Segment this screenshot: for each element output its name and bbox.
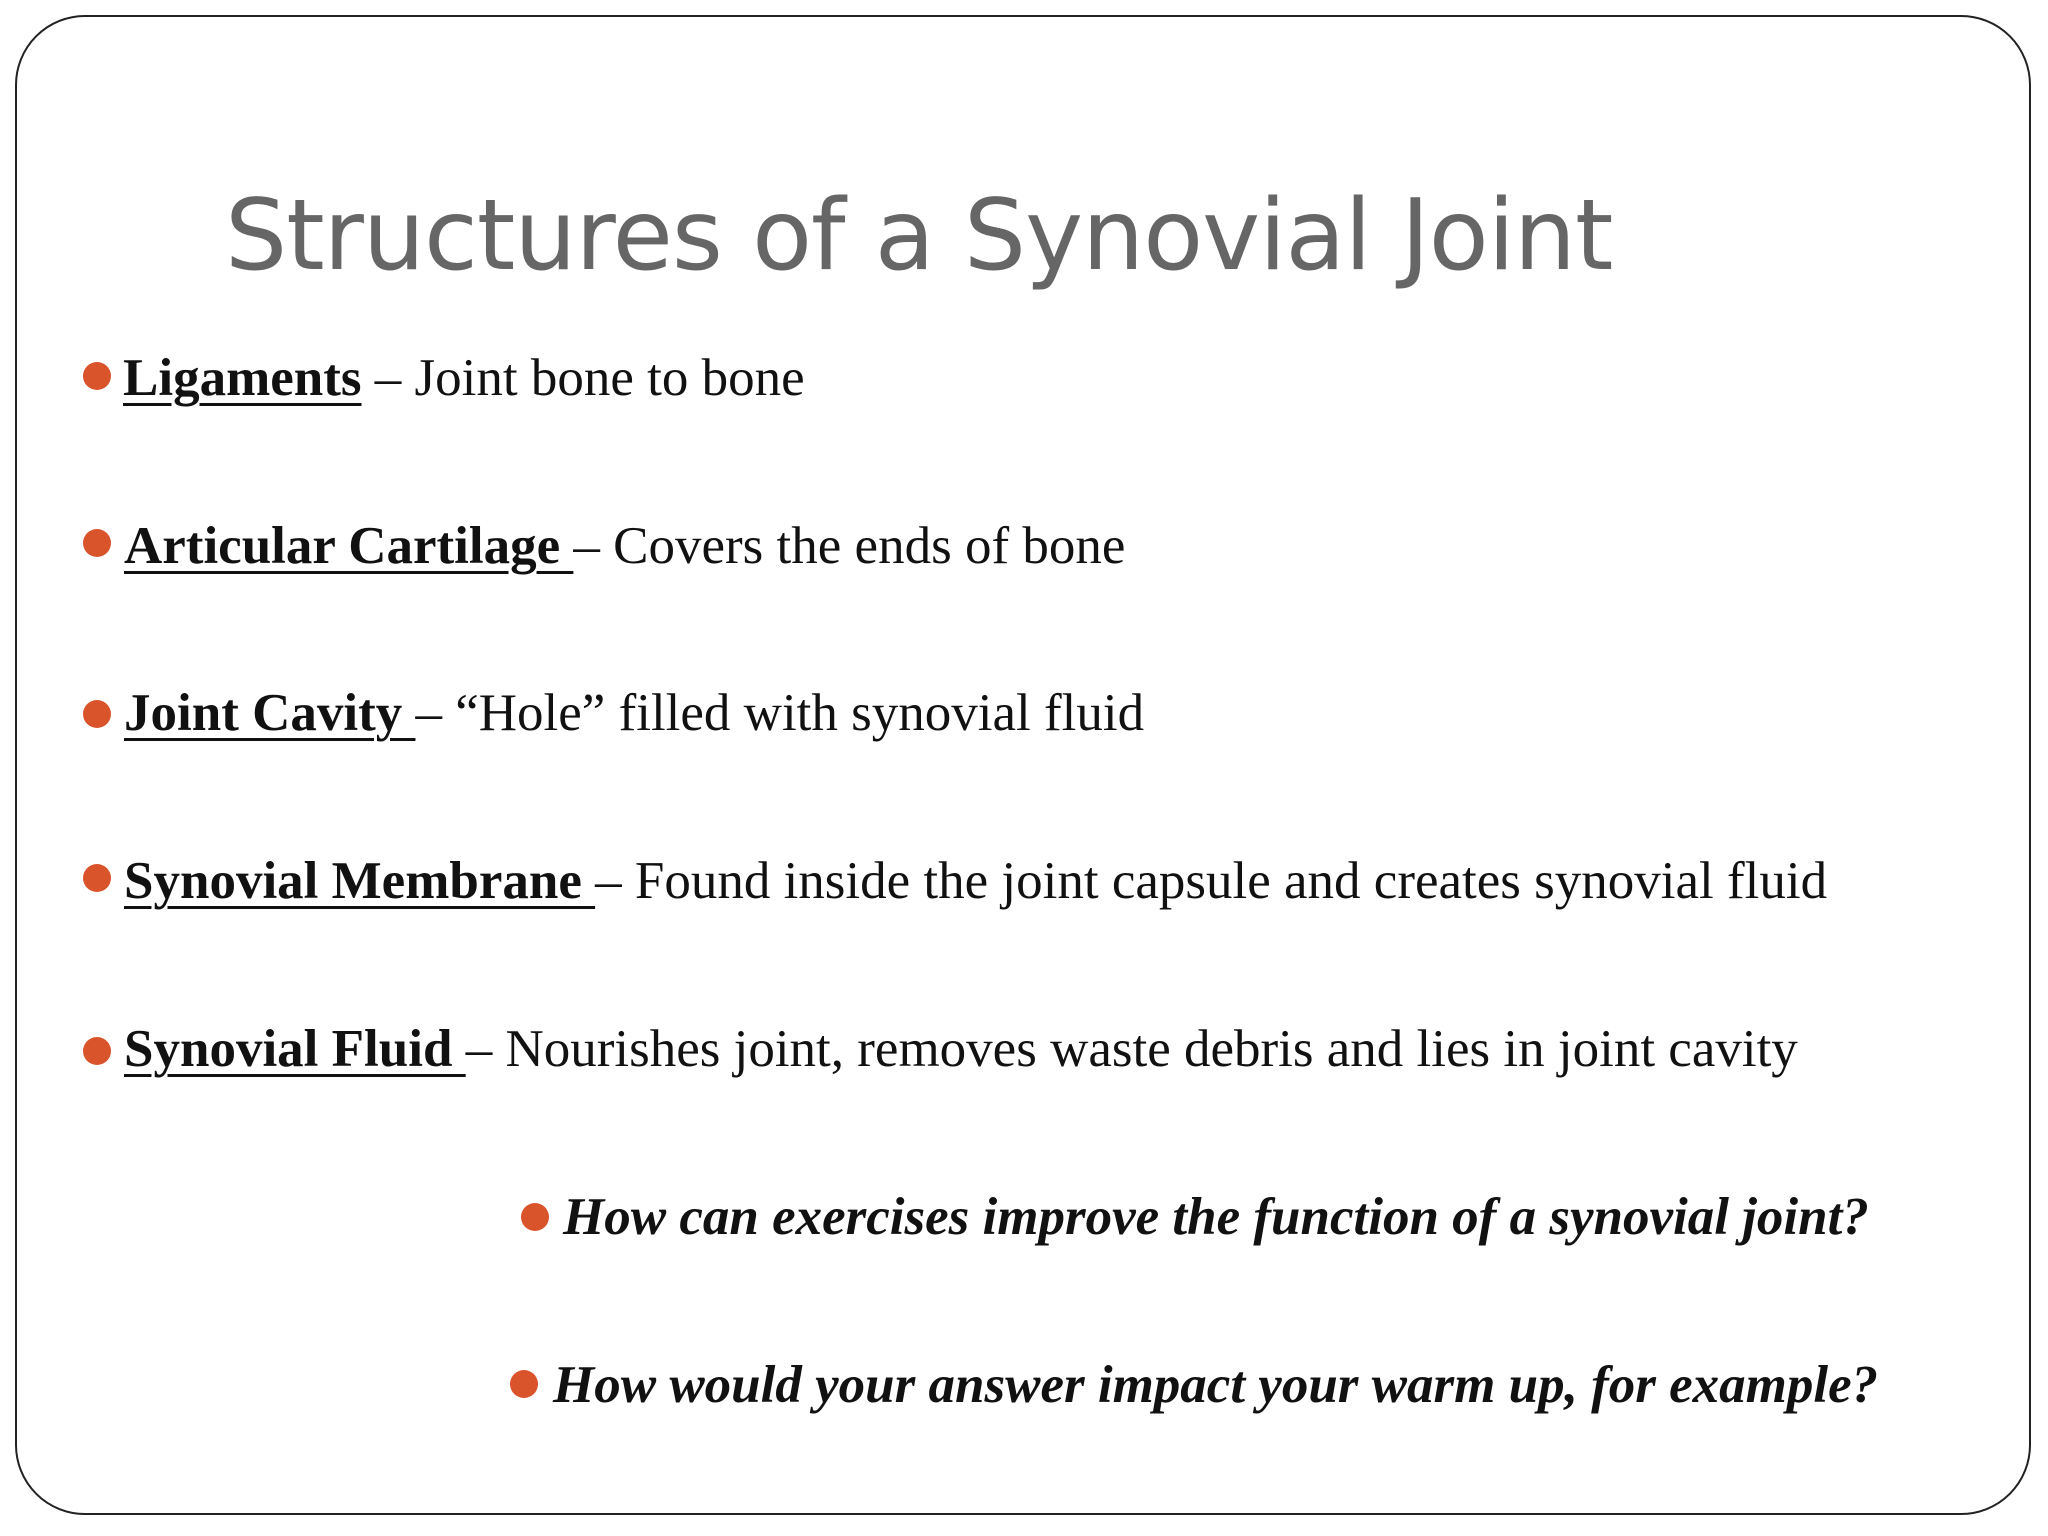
separator: –	[465, 1020, 506, 1078]
bullet-dot-icon	[83, 362, 111, 390]
question-exercises: How can exercises improve the function of a synovial joint?	[563, 1188, 1869, 1246]
separator: –	[361, 349, 415, 407]
term-synovial-fluid: Synovial Fluid	[124, 1020, 466, 1078]
description-ligaments: Joint bone to bone	[414, 349, 805, 407]
question-warm-up: How would your answer impact your warm up, for example?	[553, 1356, 1879, 1414]
description-joint-cavity: “Hole” filled with synovial fluid	[455, 684, 1145, 742]
bullet-item-synovial-fluid	[124, 1020, 1798, 1078]
slide-title: Structures of a Synovial Joint	[225, 179, 1613, 293]
bullet-dot-icon	[83, 1037, 111, 1065]
term-ligaments: Ligaments	[123, 349, 362, 407]
description-articular-cartilage: Covers the ends of bone	[613, 517, 1126, 575]
separator: –	[595, 852, 635, 910]
bullet-dot-icon	[83, 529, 111, 557]
bullet-item-question-exercises	[563, 1188, 1869, 1246]
bullet-dot-icon	[521, 1203, 549, 1231]
bullet-item-joint-cavity	[124, 684, 1145, 742]
bullet-list	[17, 17, 2029, 1513]
bullet-item-ligaments	[123, 349, 805, 407]
term-articular-cartilage: Articular Cartilage	[124, 517, 574, 575]
bullet-item-synovial-membrane	[124, 852, 1828, 910]
separator: –	[573, 517, 614, 575]
description-synovial-fluid: Nourishes joint, removes waste debris and lies in joint cavity	[505, 1020, 1798, 1078]
separator: –	[415, 684, 456, 742]
description-synovial-membrane: Found inside the joint capsule and creates synovial fluid	[634, 852, 1828, 910]
slide	[15, 15, 2031, 1515]
bullet-dot-icon	[83, 864, 111, 892]
bullet-dot-icon	[83, 700, 111, 728]
bullet-item-articular-cartilage	[124, 517, 1126, 575]
bullet-dot-icon	[510, 1370, 538, 1398]
bullet-item-question-warm-up	[553, 1356, 1879, 1414]
term-synovial-membrane: Synovial Membrane	[124, 852, 596, 910]
term-joint-cavity: Joint Cavity	[124, 684, 416, 742]
